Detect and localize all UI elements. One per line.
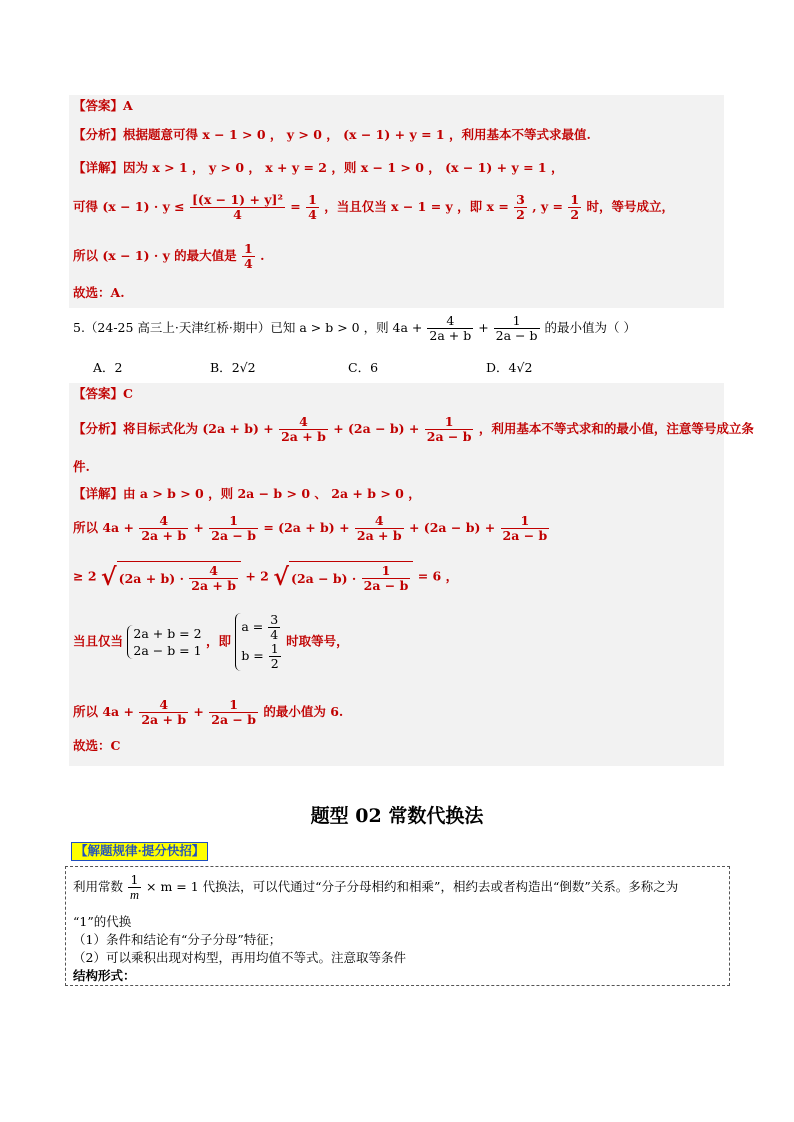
q4-analysis: 【分析】根据题意可得 x − 1 > 0 ， y > 0 ， (x − 1) + y = 1 ，利用基本不等式求最值. — [73, 127, 591, 142]
method-line4: （2）可以乘积出现对构型，再用均值不等式。注意取等条件 — [73, 950, 406, 965]
q5-analysis: 【分析】将目标式化为 (2a + b) + $\frac{4}{2a + b}$ + (2a − b) + $\frac{1}{2a - b}$ ，利用基本不等式求和的最小值，注意等号成立条 — [73, 414, 754, 444]
q5-detail-line4: 当且仅当 2a + b = 2 2a − b = 1 ，即 a = $\frac{3}{4}$ b = $\frac{1}{2}$ 时取等号， — [73, 612, 349, 671]
section-tag: 【解题规律·提分快招】 — [71, 842, 208, 861]
q5-option-c: C．6 — [348, 360, 379, 375]
q5-option-d: D．4√2 — [486, 360, 533, 375]
method-line2: “1”的代换 — [73, 914, 132, 929]
method-line5: 结构形式： — [73, 968, 136, 983]
q4-detail-line1: 【详解】因为 x > 1 ， y > 0 ， x + y = 2 ，则 x − 1 > 0 ， (x − 1) + y = 1 ， — [73, 160, 564, 175]
q5-detail-line2: 所以 4a + $\frac{4}{2a + b}$ + $\frac{1}{2a - b}$ = (2a + b) + $\frac{4}{2a + b}$ + (2a − b) + $\frac{1}{2a - b}$ — [73, 513, 548, 543]
q5-detail-line1: 【详解】由 a > b > 0 ，则 2a − b > 0 、 2a + b > 0 ， — [73, 486, 421, 501]
q4-answer: 【答案】A — [73, 98, 133, 113]
q5-conclusion: 故选：C — [73, 738, 121, 753]
method-line1: 利用常数 $\frac{1}{m}$ × m = 1 代换法，可以代通过“分子分母相约和相乘”，相约去或者构造出“倒数”关系。多称之为 — [73, 872, 679, 902]
q4-conclusion: 故选：A. — [73, 285, 125, 300]
q5-analysis-cont: 件. — [73, 459, 90, 474]
q5-option-a: A．2 — [93, 360, 123, 375]
method-line3: （1）条件和结论有“分子分母”特征； — [73, 932, 282, 947]
q5-option-b: B．2√2 — [210, 360, 256, 375]
q5-detail-line5: 所以 4a + $\frac{4}{2a + b}$ + $\frac{1}{2a - b}$ 的最小值为 6. — [73, 697, 344, 727]
q4-detail-line3: 所以 (x − 1) · y 的最大值是 $\frac{1}{4}$ . — [73, 241, 265, 271]
q5-stem: 5.（24-25 高三上·天津红桥·期中）已知 a > b > 0 ，则 4a + $\frac{4}{2a + b}$ + $\frac{1}{2a - b}$ 的最小值为（ ） — [73, 313, 636, 343]
q5-detail-line3: ≥ 2 √ (2a + b) · $\frac{4}{2a + b}$ + 2 √ (2a − b) · $\frac{1}{2a - b}$ = 6 ， — [73, 562, 459, 593]
q5-answer: 【答案】C — [73, 386, 133, 401]
q4-detail-line2: 可得 (x − 1) · y ≤ $\frac{\text{[(x − 1) + y]²}}{4}$ = $\frac{1}{4}$ ，当且仅当 x − 1 = y ，即 x = $\frac{3}{2}$ , y = $\frac{1}{2}$ 时，等号成立， — [73, 192, 674, 222]
section-title: 题型 02 常数代换法 — [310, 805, 484, 827]
